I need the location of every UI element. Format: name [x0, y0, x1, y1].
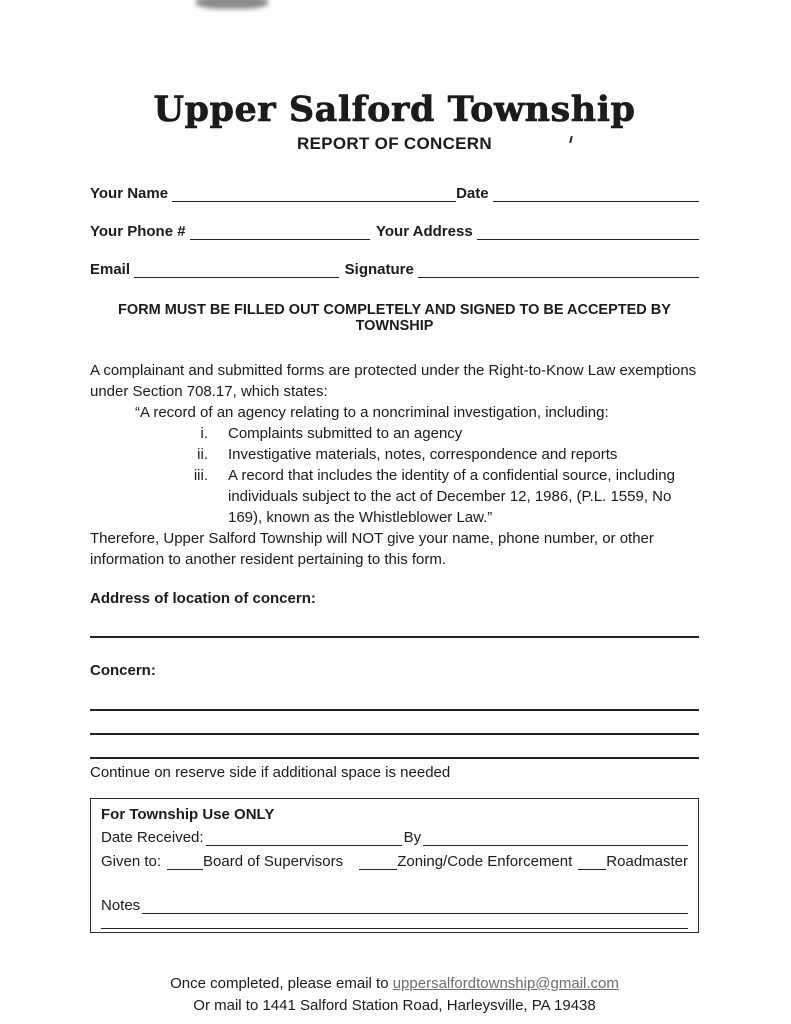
rtk-therefore: Therefore, Upper Salford Township will NOT give your name, phone number, or other information to another resident pertaining to this form.	[90, 529, 654, 568]
notes-label: Notes	[101, 896, 141, 914]
location-of-concern-label: Address of location of concern:	[90, 589, 316, 607]
email-instruction	[90, 973, 699, 995]
your-address-line	[477, 222, 699, 240]
concern-line	[90, 757, 699, 759]
contact-fields	[90, 182, 699, 278]
footer-instructions	[90, 973, 699, 1017]
concern-line	[90, 709, 699, 711]
date-received-row	[101, 826, 688, 846]
list-item	[90, 444, 699, 465]
list-item-text: A record that includes the identity of a confidential source, including individuals subject to the act of December 12, 1986, (P.L. 1559, No 169), known as the Whistleblower Law.”	[228, 466, 675, 526]
your-phone-label: Your Phone #	[90, 222, 186, 240]
signature-label: Signature	[344, 260, 414, 278]
option-board-of-supervisors: Board of Supervisors	[203, 852, 344, 870]
concern-line	[90, 733, 699, 735]
email-label: Email	[90, 260, 131, 278]
your-phone-line	[190, 222, 370, 240]
list-item	[90, 423, 699, 444]
rtk-list	[90, 423, 699, 528]
option-roadmaster: Roadmaster	[606, 852, 688, 870]
notes-row	[101, 894, 688, 914]
list-item-text: Investigative materials, notes, correspondence and reports	[228, 445, 618, 463]
email-line	[134, 260, 339, 278]
township-email-link[interactable]: uppersalfordtownship@gmail.com	[392, 974, 619, 992]
date-label: Date	[456, 184, 489, 202]
continue-note: Continue on reserve side if additional space is needed	[90, 763, 451, 781]
email-instruction-prefix: Once completed, please email to	[170, 974, 393, 992]
concern-label: Concern:	[90, 661, 156, 679]
list-item	[90, 465, 699, 528]
by-line	[423, 829, 688, 846]
list-item-text: Complaints submitted to an agency	[228, 424, 463, 442]
email-signature-row	[90, 258, 699, 278]
given-to-label: Given to:	[101, 852, 162, 870]
township-use-box	[90, 798, 699, 933]
by-label: By	[403, 828, 422, 846]
concern-lines	[90, 709, 699, 759]
option-zoning-code-enforcement: Zoning/Code Enforcement	[397, 852, 573, 870]
notes-line-2	[101, 928, 688, 929]
roadmaster-checkline	[578, 853, 606, 870]
signature-line	[418, 260, 699, 278]
list-item-numeral: i.	[200, 424, 208, 442]
zoning-checkline	[359, 853, 397, 870]
supervisors-checkline	[167, 853, 203, 870]
notes-line	[142, 897, 688, 914]
date-received-line	[206, 829, 402, 846]
mail-instruction: Or mail to 1441 Salford Station Road, Harleysville, PA 19438	[193, 996, 596, 1014]
form-title: Upper Salford Township	[153, 89, 636, 130]
phone-address-row	[90, 220, 699, 240]
name-date-row	[90, 182, 699, 202]
your-name-line	[172, 184, 456, 202]
your-name-label: Your Name	[90, 184, 169, 202]
legal-text	[90, 360, 699, 570]
date-received-label: Date Received:	[101, 828, 204, 846]
location-line	[90, 636, 699, 638]
list-item-numeral: iii.	[193, 466, 208, 484]
form-subtitle: REPORT OF CONCERN	[297, 133, 492, 153]
rtk-quote: “A record of an agency relating to a noncriminal investigation, including:	[135, 403, 609, 421]
date-line	[493, 184, 699, 202]
your-address-label: Your Address	[375, 222, 473, 240]
township-box-title: For Township Use ONLY	[101, 805, 275, 823]
completion-notice: FORM MUST BE FILLED OUT COMPLETELY AND SIGNED TO BE ACCEPTED BY TOWNSHIP	[118, 301, 671, 334]
list-item-numeral: ii.	[197, 445, 208, 463]
given-to-row	[101, 850, 688, 870]
rtk-intro: A complainant and submitted forms are protected under the Right-to-Know Law exemptions under Section 708.17, which states:	[90, 361, 697, 400]
